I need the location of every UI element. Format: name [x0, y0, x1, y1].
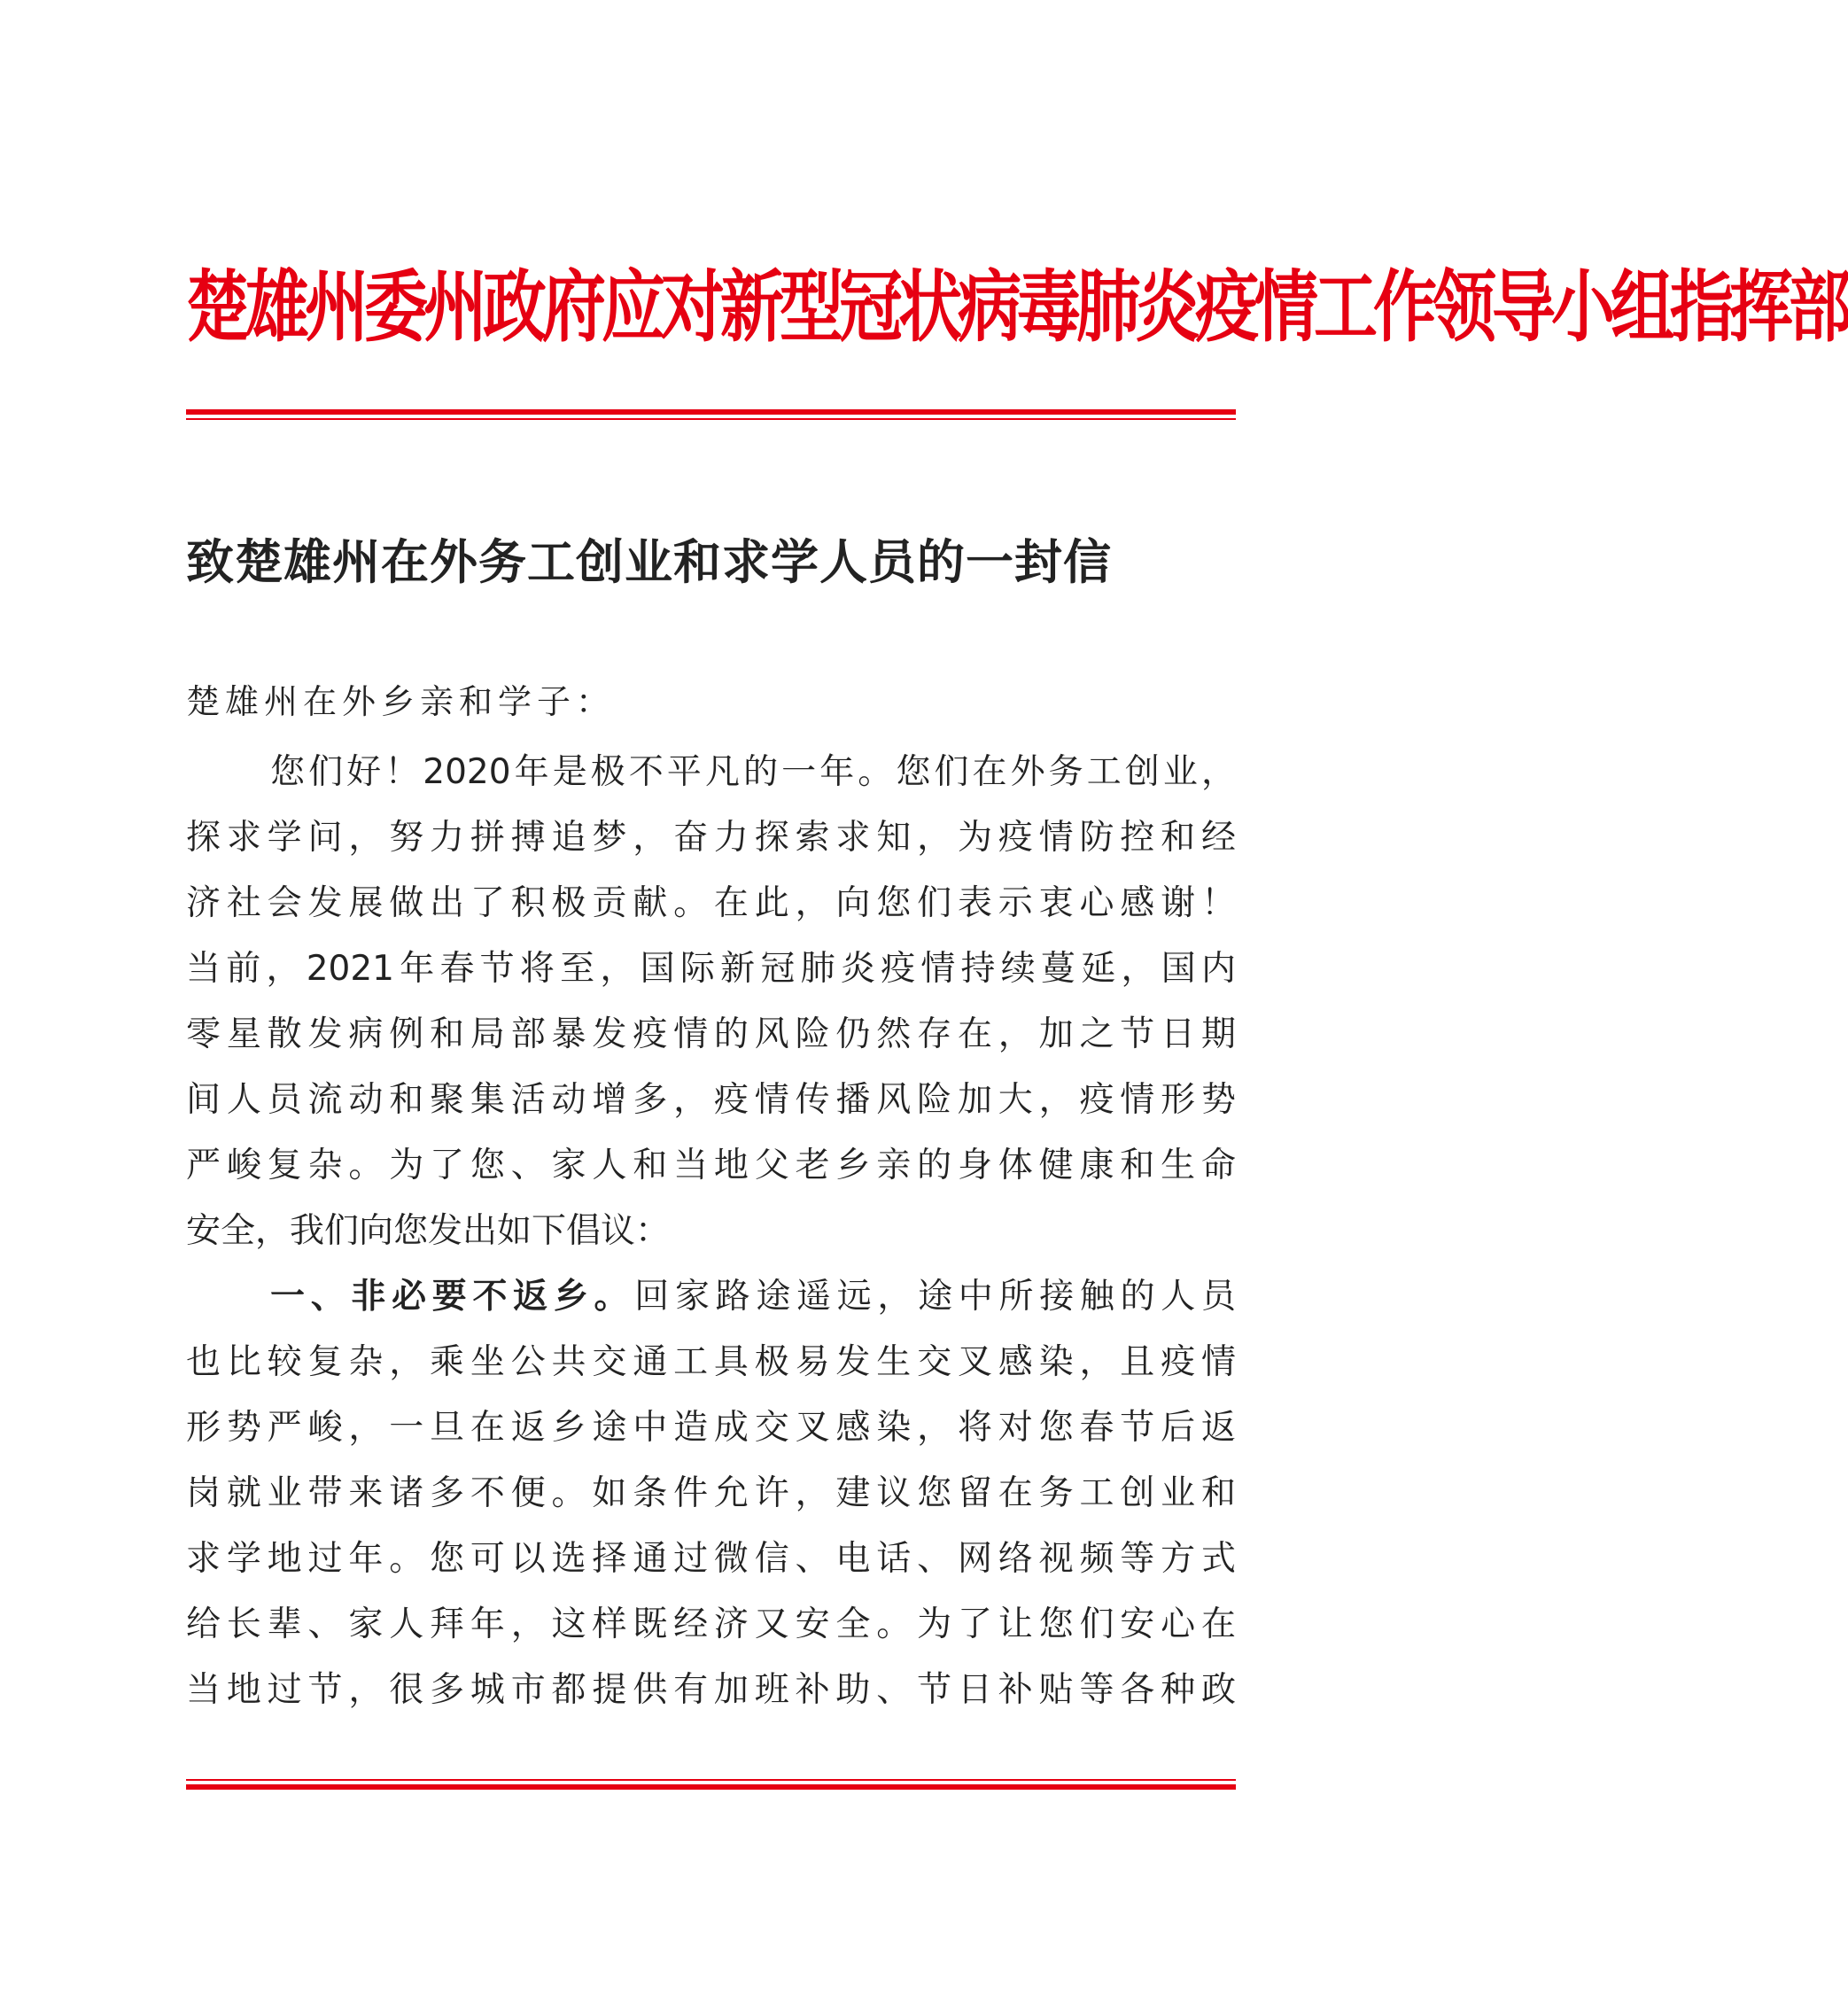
- section-one-first-line: [186, 1264, 1236, 1330]
- body-line: 严峻复杂。为了您、家人和当地父老乡亲的身体健康和生命: [186, 1146, 1236, 1185]
- letter-body: [186, 740, 1236, 1723]
- document-title: 致楚雄州在外务工创业和求学人员的一封信: [186, 533, 1112, 590]
- letterhead-title: 楚雄州委州政府应对新型冠状病毒肺炎疫情工作领导小组指挥部: [186, 260, 1848, 353]
- body-line: 形势严峻，一旦在返乡途中造成交叉感染，将对您春节后返: [186, 1408, 1236, 1448]
- letterhead-rule-thick: [186, 409, 1236, 415]
- section-one-first-text: 回家路途遥远，途中所接触的人员: [634, 1277, 1236, 1317]
- body-line: 当前，2021年春节将至，国际新冠肺炎疫情持续蔓延，国内: [186, 949, 1236, 989]
- body-line: 岗就业带来诸多不便。如条件允许，建议您留在务工创业和: [186, 1473, 1236, 1513]
- body-line: 探求学问，努力拼搏追梦，奋力探索求知，为疫情防控和经: [186, 818, 1236, 858]
- footer-rule-thin: [186, 1779, 1236, 1781]
- body-line: 济社会发展做出了积极贡献。在此，向您们表示衷心感谢！: [186, 883, 1236, 923]
- body-line: 安全，我们向您发出如下倡议：: [186, 1211, 671, 1251]
- body-line: 求学地过年。您可以选择通过微信、电话、网络视频等方式: [186, 1539, 1236, 1579]
- section-one-heading: 一、非必要不返乡。: [270, 1277, 635, 1317]
- footer-rule-thick: [186, 1784, 1236, 1790]
- body-line: 给长辈、家人拜年，这样既经济又安全。为了让您们安心在: [186, 1604, 1236, 1644]
- letterhead-rule-thin: [186, 418, 1236, 420]
- body-line: 间人员流动和聚集活动增多，疫情传播风险加大，疫情形势: [186, 1080, 1236, 1120]
- body-line: 零星散发病例和局部暴发疫情的风险仍然存在，加之节日期: [186, 1014, 1236, 1054]
- salutation: 楚雄州在外乡亲和学子：: [186, 682, 616, 721]
- body-line: 您们好！2020年是极不平凡的一年。您们在外务工创业，: [270, 752, 1236, 792]
- body-line: 当地过节，很多城市都提供有加班补助、节日补贴等各种政: [186, 1670, 1236, 1710]
- body-line: 也比较复杂，乘坐公共交通工具极易发生交叉感染，且疫情: [186, 1342, 1236, 1382]
